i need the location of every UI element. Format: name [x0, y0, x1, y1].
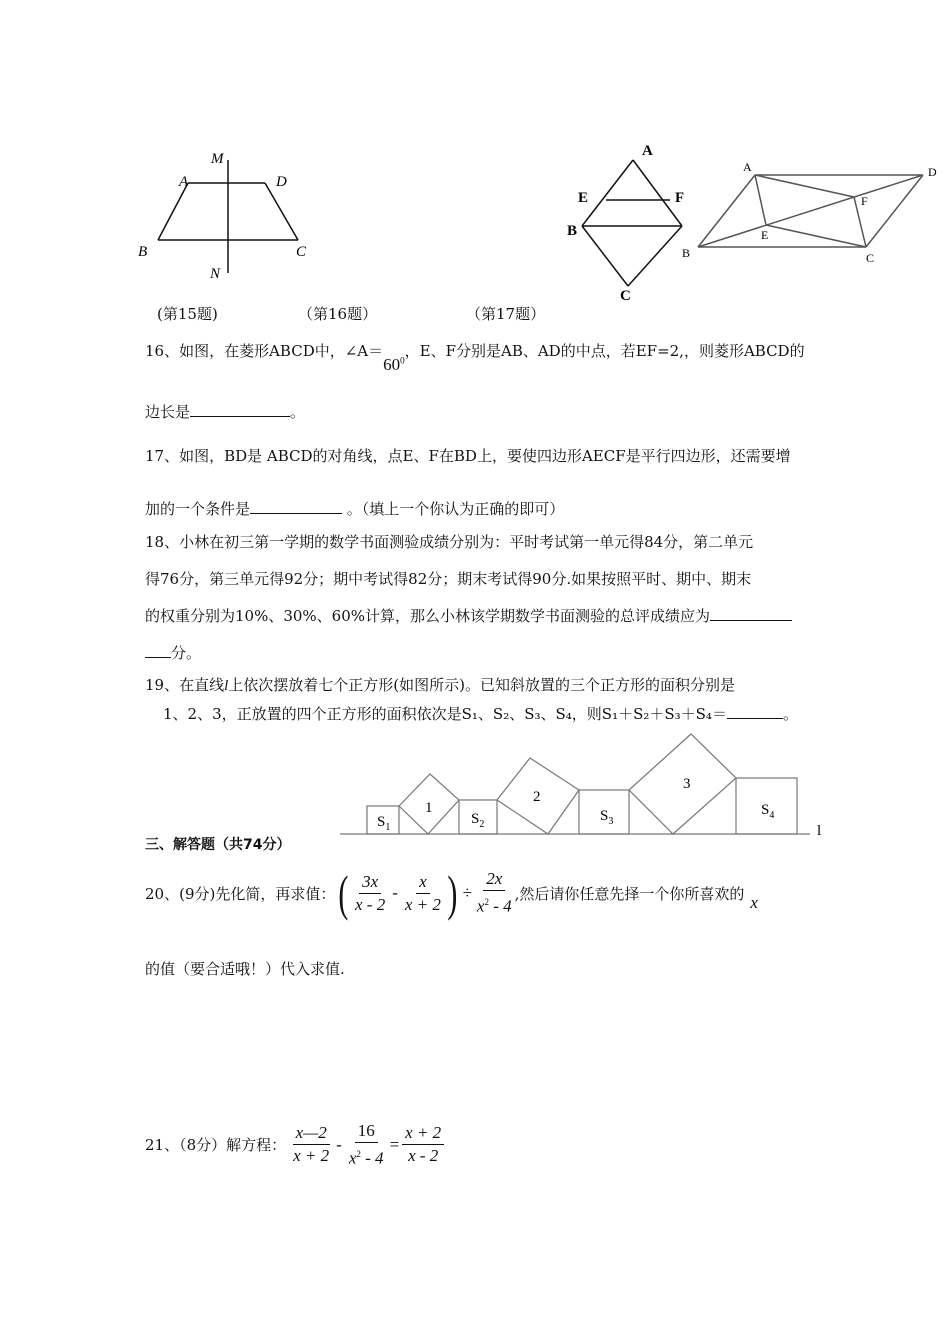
q21-expression	[145, 1121, 444, 1169]
q18-answer-blank-a[interactable]	[710, 606, 792, 621]
segment-ae	[755, 175, 766, 225]
q20-minus: -	[392, 883, 398, 902]
caption-fig17: （第17题）	[466, 305, 546, 323]
rhombus-side-dc	[628, 226, 682, 286]
q21-fraction-2: $\frac{16}{x^2 - 4}$	[348, 1121, 384, 1168]
q17-line2: 加的一个条件是 。（填上一个你认为正确的即可）	[145, 500, 565, 518]
label-d: D	[276, 174, 287, 190]
q20-fraction-2: $\frac{x}{x + 2}$	[404, 871, 441, 914]
rhombus-side-ab	[582, 160, 633, 226]
q21-minus: -	[336, 1134, 342, 1154]
label-n: N	[210, 266, 221, 282]
label-e: E	[761, 228, 769, 242]
q19-line2: 1、2、3，正放置的四个正方形的面积依次是S₁、S₂、S₃、S₄，则S₁＋S₂＋S₃＋S₄＝ 。	[163, 705, 798, 723]
label-s4: $S_4$	[761, 802, 775, 821]
label-a: A	[642, 143, 653, 159]
q20-right-paren: )	[447, 865, 458, 921]
label-s3: $S_3$	[600, 808, 614, 827]
q21-fraction-1: $\frac{x—2}{x + 2}$	[293, 1123, 330, 1166]
q20-left-paren: (	[338, 865, 349, 921]
label-area-1: 1	[425, 800, 433, 816]
q16-answer-blank[interactable]	[190, 402, 290, 417]
q16-text-part2: ，E、F分别是AB、AD的中点，若EF=2,，则菱形ABCD的	[404, 342, 805, 360]
trapezoid-right-dc	[265, 183, 298, 240]
q16-text-part1: 16、如图，在菱形ABCD中，∠A＝	[145, 342, 384, 360]
q20-line2: 的值（要合适哦！）代入求值.	[145, 960, 345, 978]
label-b: B	[567, 223, 578, 239]
label-f: F	[861, 194, 868, 208]
label-c: C	[296, 244, 307, 260]
label-e: E	[578, 190, 589, 206]
q20-fraction-1: $\frac{3x}{x - 2}$	[355, 871, 386, 914]
caption-fig15: (第15题)	[157, 305, 218, 323]
q19-answer-blank[interactable]	[727, 704, 783, 719]
para-side-ab	[698, 175, 755, 247]
q20-suffix: ,然后请你任意先择一个你所喜欢的	[514, 884, 745, 903]
label-d: D	[928, 165, 937, 179]
label-a: A	[743, 160, 752, 174]
figure-16-rhombus	[560, 140, 685, 305]
label-area-3: 3	[683, 776, 691, 792]
label-b: B	[138, 244, 148, 260]
q21-fraction-3: $\frac{x + 2}{x - 2}$	[402, 1123, 444, 1166]
q17-line1: 17、如图，BD是 ABCD的对角线，点E、F在BD上，要使四边形AECF是平行四边形，还需要增	[145, 447, 791, 465]
q20-prefix: 20、(9分)先化简，再求值：	[145, 884, 336, 903]
section-3-heading: 三、解答题（共74分）	[145, 837, 291, 853]
q18-line1: 18、小林在初三第一学期的数学书面测验成绩分别为：平时考试第一单元得84分，第二单元	[145, 533, 754, 551]
label-a: A	[179, 174, 189, 190]
label-f: F	[675, 190, 685, 206]
segment-af	[755, 175, 854, 197]
q20-divide: ÷	[462, 883, 472, 902]
q21-prefix: 21、（8分）解方程：	[145, 1136, 287, 1155]
segment-ec	[766, 225, 866, 247]
q20-fraction-3: $\frac{2x}{x^2 - 4}$	[476, 869, 512, 916]
q18-line3: 的权重分别为10%、30%、60%计算，那么小林该学期数学书面测验的总评成绩应为	[145, 605, 792, 626]
trapezoid-left-ab	[158, 183, 188, 240]
q16-angle: $60^0$	[383, 355, 405, 374]
figure-15-trapezoid	[130, 145, 320, 285]
figure-19-squares	[335, 730, 835, 845]
label-line-l: l	[817, 823, 822, 839]
q20-var-x: x	[750, 893, 758, 912]
q17-answer-blank[interactable]	[250, 499, 342, 514]
q16-line2: 边长是 。	[145, 403, 306, 421]
q20-expression	[145, 865, 758, 921]
para-side-dc	[866, 175, 923, 247]
q18-answer-blank-b[interactable]	[145, 643, 171, 658]
para-diagonal-bd	[698, 175, 923, 247]
label-s1: $S_1$	[377, 814, 391, 833]
rhombus-side-bc	[582, 226, 628, 286]
q18-line4: 分。	[145, 642, 201, 663]
q18-line2: 得76分，第三单元得92分；期中考试得82分；期末考试得90分.如果按照平时、期中、期末	[145, 570, 752, 588]
figure-17-parallelogram	[678, 155, 950, 270]
label-c: C	[866, 251, 875, 265]
label-s2: $S_2$	[471, 811, 485, 830]
label-c: C	[620, 288, 631, 304]
q21-equals: =	[389, 1134, 400, 1154]
q19-line1: 19、在直线l上依次摆放着七个正方形(如图所示)。已知斜放置的三个正方形的面积分别是	[145, 676, 735, 694]
q16-line1	[145, 340, 805, 374]
label-m: M	[211, 151, 224, 167]
label-area-2: 2	[533, 789, 541, 805]
caption-fig16: （第16题）	[298, 305, 378, 323]
label-b: B	[682, 246, 691, 260]
